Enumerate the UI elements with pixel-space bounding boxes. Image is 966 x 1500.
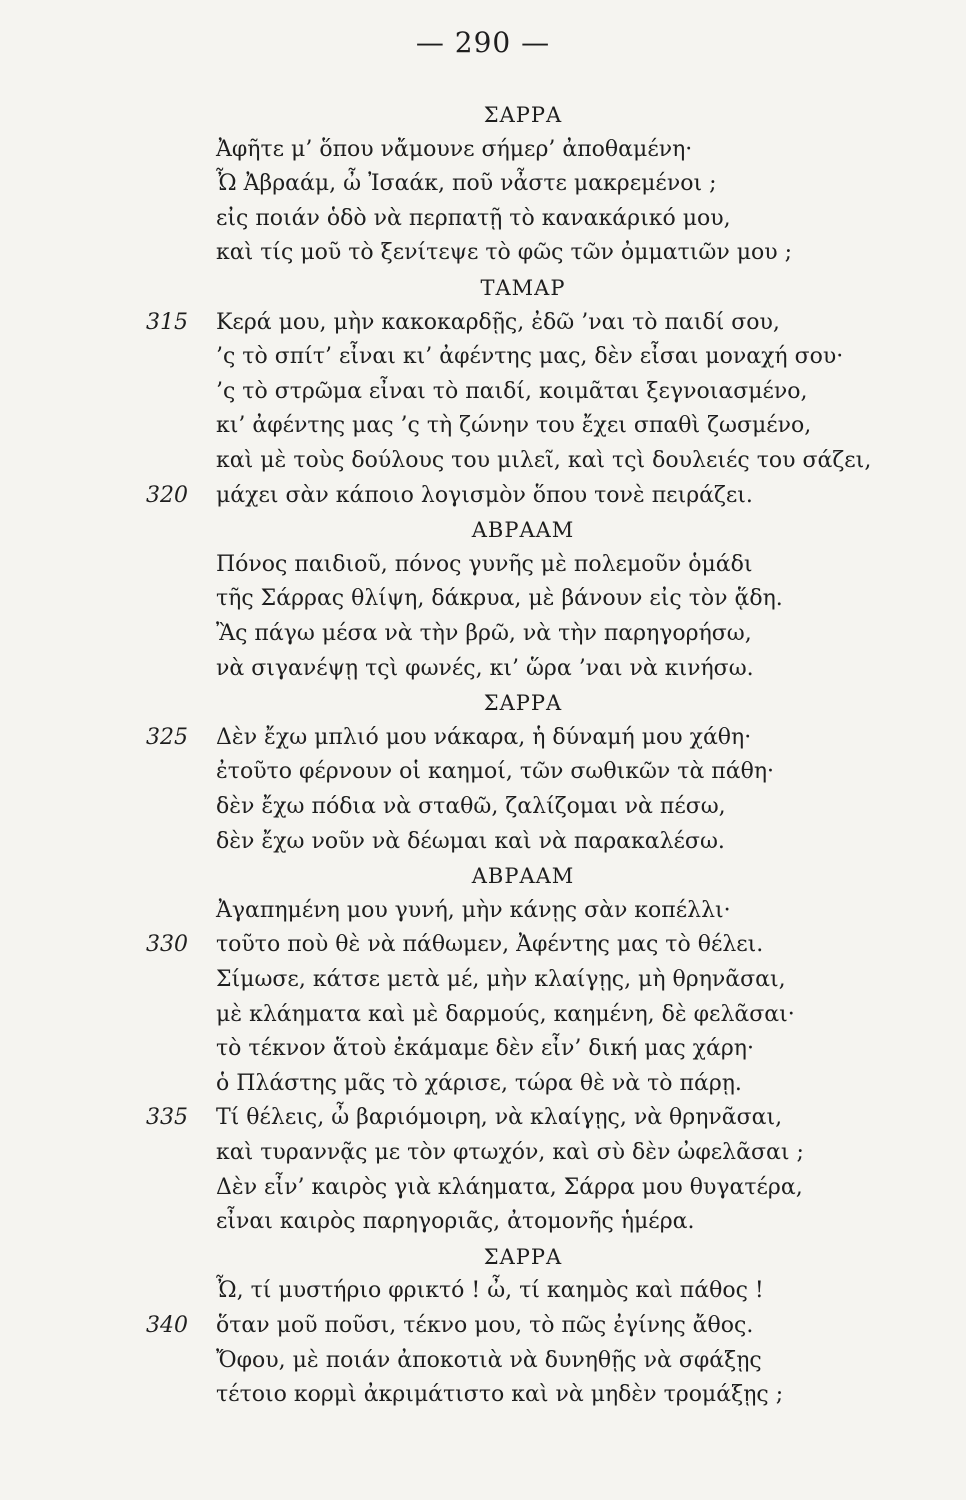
- verse-line: [0, 305, 966, 341]
- verse-line-text: Κερά μου, μὴν κακοκαρδῇς, ἐδῶ ’ναι τὸ παιδί σου,: [216, 309, 780, 335]
- verse-line: [0, 443, 966, 479]
- verse-line-text: Ἀγαπημένη μου γυνή, μὴν κάνῃς σὰν κοπέλλι·: [216, 897, 731, 923]
- verse-line-text: τοῦτο ποὺ θὲ νὰ πάθωμεν, Ἀφέντης μας τὸ θέλει.: [216, 932, 764, 958]
- verse-line: [0, 374, 966, 410]
- verse-line: [0, 927, 966, 963]
- verse-line-text: εἶναι καιρὸς παρηγοριᾶς, ἀτομονῆς ἡμέρα.: [216, 1209, 695, 1235]
- speaker-heading: ΣΑΡΡΑ: [483, 1244, 563, 1269]
- verse-line: [0, 339, 966, 375]
- verse-line-text: μάχει σὰν κάποιο λογισμὸν ὅπου τονὲ πειράζει.: [216, 482, 753, 508]
- verse-line: [0, 1100, 966, 1136]
- line-number: 330: [146, 932, 188, 958]
- verse-line-text: Ἂς πάγω μέσα νὰ τὴν βρῶ, νὰ τὴν παρηγορήσω,: [216, 621, 752, 646]
- verse-line-text: τῆς Σάρρας θλίψη, δάκρυα, μὲ βάνουν εἰς τὸν ᾅδη.: [216, 586, 783, 612]
- verse-line-text: Ἀφῆτε μ’ ὅπου νἄμουνε σήμερ’ ἀποθαμένη·: [216, 136, 693, 162]
- verse-line-text: κι’ ἀφέντης μας ’ς τὴ ζώνην του ἔχει σπαθὶ ζωσμένο,: [216, 413, 812, 439]
- verse-line-text: τέτοιο κορμὶ ἀκριμάτιστο καὶ νὰ μηδὲν τρομάξῃς ;: [216, 1382, 784, 1408]
- verse-line: [0, 581, 966, 617]
- verse-line-text: δὲν ἔχω νοῦν νὰ δέωμαι καὶ νὰ παρακαλέσω.: [216, 828, 725, 854]
- verse-line: [0, 166, 966, 202]
- verse-line: [0, 616, 966, 652]
- verse-line: [0, 1170, 966, 1206]
- verse-line: [0, 893, 966, 929]
- verse-line-text: Δὲν ἔχω μπλιό μου νάκαρα, ἡ δύναμή μου χάθη·: [216, 724, 752, 750]
- verse-line-text: τὸ τέκνον ἅτοὺ ἐκάμαμε δὲν εἶν’ δική μας χάρη·: [216, 1036, 754, 1062]
- verse-line: [0, 132, 966, 168]
- verse-line-text: ’ς τὸ στρῶμα εἶναι τὸ παιδί, κοιμᾶται ξεγνοιασμένο,: [216, 378, 808, 404]
- speaker-heading: ΣΑΡΡΑ: [483, 691, 563, 716]
- verse-line: [0, 201, 966, 237]
- verse-line: [0, 754, 966, 790]
- verse-line-text: ὅταν μοῦ ποῦσι, τέκνο μου, τὸ πῶς ἐγίνης ἄθος.: [216, 1313, 754, 1338]
- verse-line: [0, 789, 966, 825]
- verse-line-text: δὲν ἔχω πόδια νὰ σταθῶ, ζαλίζομαι νὰ πέσω,: [216, 794, 726, 819]
- speaker-heading: ΑΒΡΑΑΜ: [471, 864, 575, 889]
- verse-line: [0, 824, 966, 860]
- verse-line: [0, 478, 966, 514]
- speaker-heading: ΤΑΜΑΡ: [480, 276, 566, 300]
- verse-line-text: καὶ τυραννᾷς με τὸν φτωχόν, καὶ σὺ δὲν ὠφελᾶσαι ;: [216, 1140, 804, 1165]
- verse-line-text: Τί θέλεις, ὦ βαριόμοιρη, νὰ κλαίγῃς, νὰ θρηνᾶσαι,: [216, 1105, 783, 1131]
- verse-line-text: ἐτοῦτο φέρνουν οἱ καημοί, τῶν σωθικῶν τὰ πάθη·: [216, 759, 775, 785]
- page-number: — 290 —: [415, 26, 551, 59]
- verse-line-text: Πόνος παιδιοῦ, πόνος γυνῆς μὲ πολεμοῦν ὁμάδι: [216, 551, 753, 577]
- verse-line: [0, 962, 966, 998]
- verse-line: [0, 1343, 966, 1379]
- verse-line: [0, 1273, 966, 1309]
- verse-line: [0, 547, 966, 583]
- verse-line-text: καὶ μὲ τοὺς δούλους του μιλεῖ, καὶ τςὶ δουλειές του σάζει,: [216, 448, 872, 473]
- speaker-heading: ΣΑΡΡΑ: [483, 103, 563, 127]
- verse-line-text: νὰ σιγανέψῃ τςὶ φωνές, κι’ ὥρα ’ναι νὰ κινήσω.: [216, 655, 754, 681]
- verse-line-text: μὲ κλάηματα καὶ μὲ δαρμούς, καημένη, δὲ φελᾶσαι·: [216, 1001, 795, 1027]
- verse-line-text: εἰς ποιάν ὁδὸ νὰ περπατῇ τὸ κανακάρικό μου,: [216, 205, 731, 231]
- line-number: 335: [146, 1105, 188, 1131]
- verse-line: [0, 1377, 966, 1413]
- line-number: 315: [146, 309, 188, 335]
- verse-line: [0, 235, 966, 271]
- verse-line: [0, 720, 966, 756]
- line-number: 325: [146, 724, 188, 750]
- verse-line-text: Ὦ Ἀβραάμ, ὦ Ἰσαάκ, ποῦ νἆστε μακρεμένοι ;: [216, 171, 717, 197]
- verse-line-text: καὶ τίς μοῦ τὸ ξενίτεψε τὸ φῶς τῶν ὀμματιῶν μου ;: [216, 240, 793, 266]
- verse-line-text: Δὲν εἶν’ καιρὸς γιὰ κλάηματα, Σάρρα μου θυγατέρα,: [216, 1174, 803, 1200]
- verse-line-text: ’ς τὸ σπίτ’ εἶναι κι’ ἀφέντης μας, δὲν εἶσαι μοναχή σου·: [216, 344, 844, 370]
- verse-line-text: ὁ Πλάστης μᾶς τὸ χάρισε, τώρα θὲ νὰ τὸ πάρῃ.: [216, 1070, 742, 1096]
- verse-line-text: Ὄφου, μὲ ποιάν ἀποκοτιὰ νὰ δυνηθῇς νὰ σφάξῃς: [216, 1347, 762, 1373]
- line-number: 320: [146, 482, 188, 508]
- verse-line-text: Ὦ, τί μυστήριο φρικτό ! ὦ, τί καημὸς καὶ πάθος !: [216, 1278, 764, 1304]
- speaker-heading: ΑΒΡΑΑΜ: [471, 518, 575, 543]
- verse-line: [0, 1135, 966, 1171]
- line-number: 340: [146, 1313, 188, 1338]
- verse-line-text: Σίμωσε, κάτσε μετὰ μέ, μὴν κλαίγῃς, μὴ θρηνᾶσαι,: [216, 967, 786, 992]
- verse-line: [0, 408, 966, 444]
- verse-line: [0, 1204, 966, 1240]
- verse-line: [0, 1031, 966, 1067]
- verse-line: [0, 1066, 966, 1102]
- verse-line: [0, 997, 966, 1033]
- verse-line: [0, 1308, 966, 1344]
- verse-line: [0, 651, 966, 687]
